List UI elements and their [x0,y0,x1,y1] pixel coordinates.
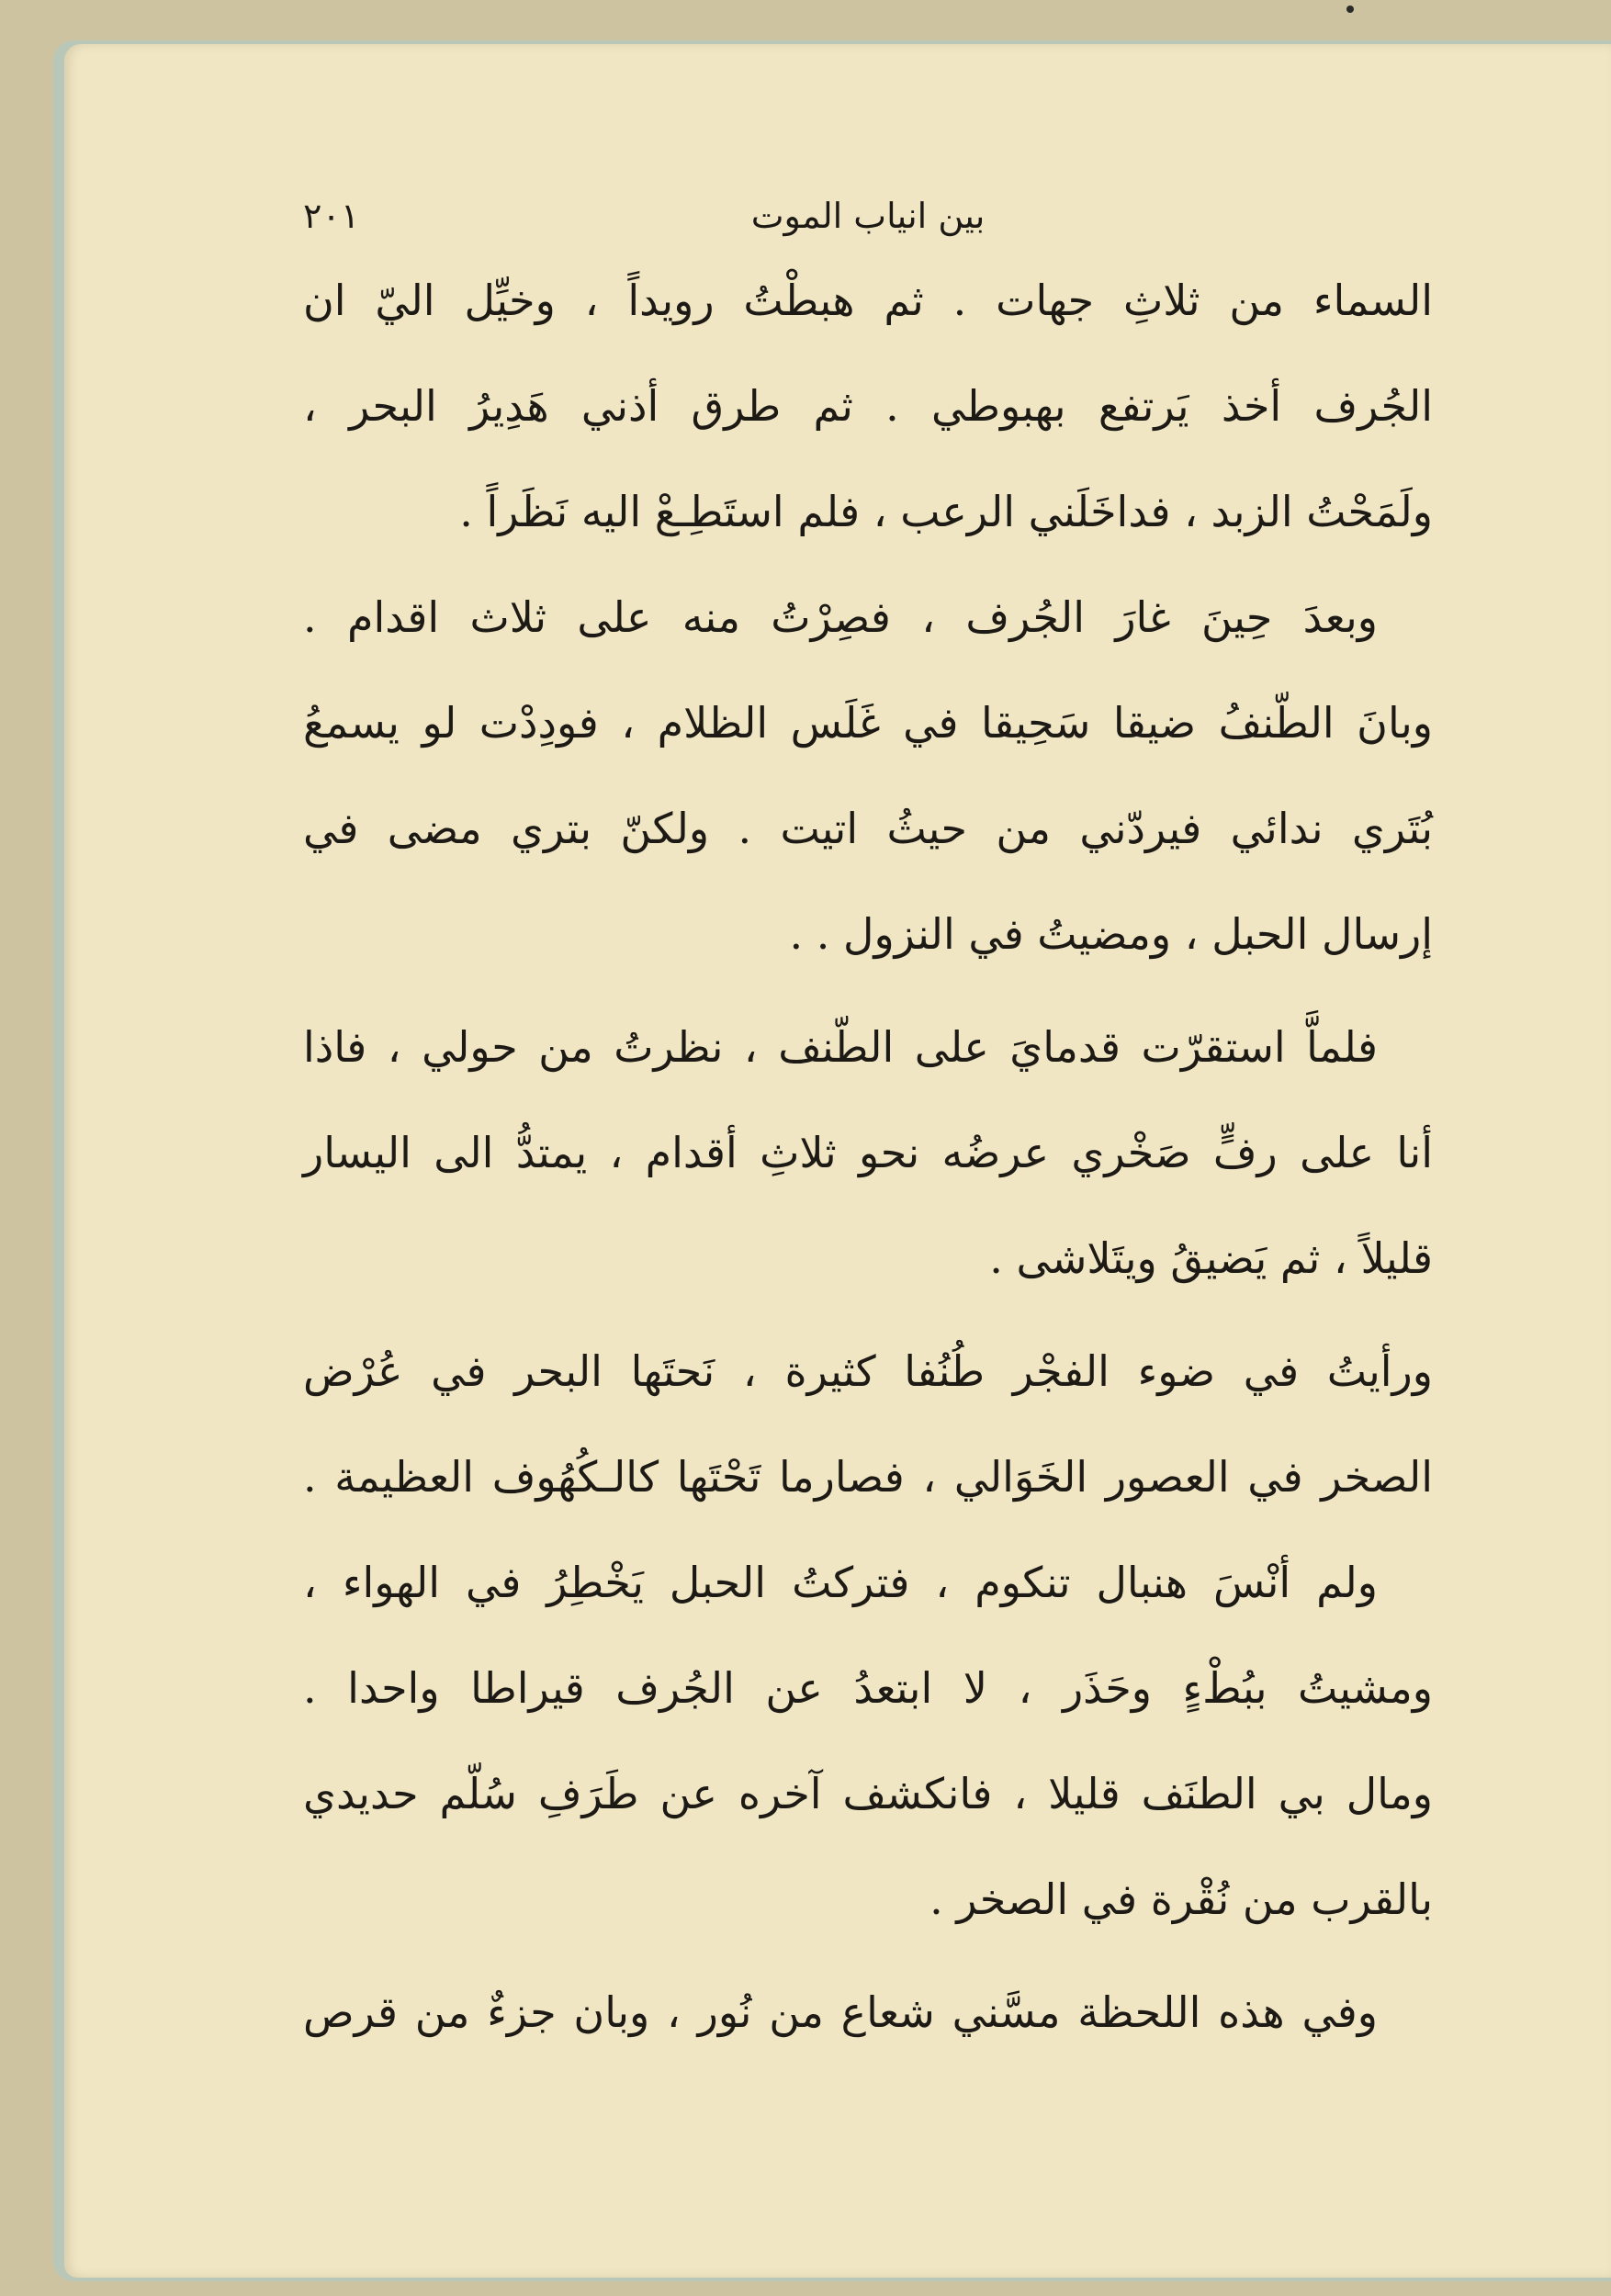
text-line: الصخر في العصور الخَوَالي ، فصارما تَحْتَها كالـكُهُوف العظيمة . [303,1452,1433,1502]
text-line: بُتَري ندائي فيردّني من حيثُ اتيت . ولكنّ بتري مضى في [303,804,1433,853]
text-line: ورأيتُ في ضوء الفجْر طُنُفا كثيرة ، نَحتَها البحر في عُرْض [303,1346,1433,1396]
text-line: الجُرف أخذ يَرتفع بهبوطي . ثم طرق أذني هَدِيرُ البحر ، [303,381,1433,431]
page-number: ٢٠١ [303,196,360,236]
text-line: بالقرب من نُقْرة في الصخر . [929,1874,1433,1924]
ink-speck [1346,6,1354,13]
text-line: أنا على رفٍّ صَخْري عرضُه نحو ثلاثِ أقدام ، يمتدُّ الى اليسار [303,1128,1433,1177]
text-line: وبانَ الطّنفُ ضيقا سَحِيقا في غَلَس الظلام ، فودِدْت لو يسمعُ [303,698,1433,748]
text-line: وفي هذه اللحظة مسَّني شعاع من نُور ، وبان جزءٌ من قرص [303,1987,1378,2037]
page-header [303,184,1433,248]
text-line: ومشيتُ ببُطْءٍ وحَذَر ، لا ابتعدُ عن الجُرف قيراطا واحدا . [303,1663,1433,1713]
text-line: ومال بي الطنَف قليلا ، فانكشف آخره عن طَرَفِ سُلّم حديدي [303,1769,1433,1818]
running-title: بين انياب الموت [750,196,986,236]
text-line: فلماَّ استقرّت قدمايَ على الطّنف ، نظرتُ من حولي ، فاذا [303,1022,1378,1072]
text-line: قليلاً ، ثم يَضيقُ ويتَلاشى . [989,1233,1433,1283]
text-line: السماء من ثلاثِ جهات . ثم هبطْتُ رويداً ، وخيِّل اليّ ان [303,276,1433,325]
text-line: ولم أنْسَ هنبال تنكوم ، فتركتُ الحبل يَخْطِرُ في الهواء ، [303,1558,1378,1607]
text-block [303,184,1433,2065]
text-line: وبعدَ حِينَ غارَ الجُرف ، فصِرْتُ منه على ثلاث اقدام . [303,592,1378,642]
text-line: إرسال الحبل ، ومضيتُ في النزول . . [789,909,1433,959]
text-line: ولَمَحْتُ الزبد ، فداخَلَني الرعب ، فلم استَطِـعْ اليه نَظَراً . [459,487,1433,536]
